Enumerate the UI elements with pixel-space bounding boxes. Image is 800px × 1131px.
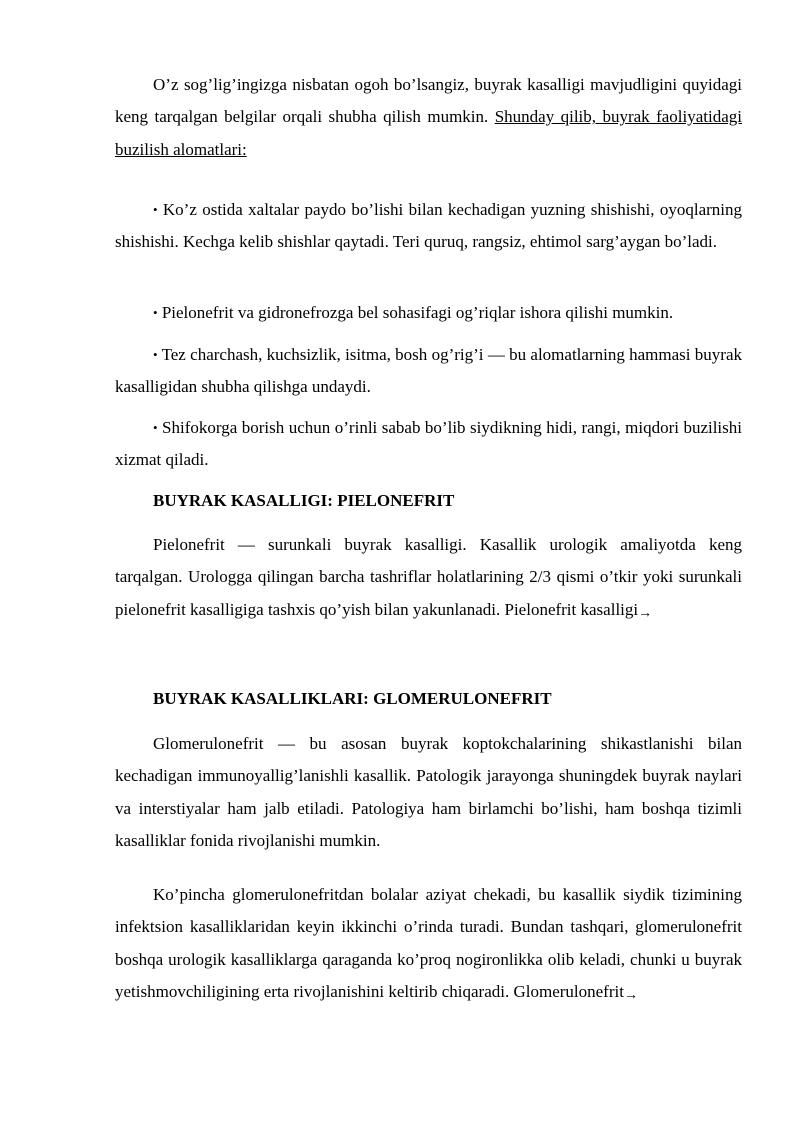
read-more-arrow-icon[interactable]: → bbox=[638, 605, 653, 621]
pielonefrit-text: Pielonefrit — surunkali buyrak kasalligi. Kasallik urologik amaliyotda keng tarqalgan. Urologga qilingan barcha tashriflar holatlarining 2/3 qismi o’tkir yoki surunkali pielonefrit kasalligiga tashxis qo’yish bilan yakunlanadi. Pielonefrit kasalligi bbox=[115, 535, 742, 619]
glomerulonefrit-text-1: Glomerulonefrit — bu asosan buyrak koptokchalarining shikastlanishi bilan kechadigan immunoyallig’lanishli kasallik. Patologik jarayonga shuningdek buyrak naylari va interstiyalar ham jalb etiladi. Patologiya ham birlamchi bo’lishi, ham boshqa tizimli kasalliklar fonida rivojlanishi mumkin. bbox=[115, 734, 742, 851]
bullet-item-4 bbox=[115, 412, 742, 477]
intro-text: O’z sog’lig’ingizga nisbatan ogoh bo’lsangiz, buyrak kasalligi mavjudligini quyidagi keng tarqalgan belgilar orqali shubha qilish mumkin. bbox=[115, 75, 742, 127]
bullet-item-1 bbox=[115, 194, 742, 259]
pielonefrit-paragraph bbox=[115, 529, 742, 630]
bullet-text: Ko’z ostida xaltalar paydo bo’lishi bilan kechadigan yuzning shishishi, oyoqlarning shishishi. Kechga kelib shishlar qaytadi. Teri quruq, rangsiz, ehtimol sarg’aygan bo’ladi. bbox=[115, 200, 743, 252]
bullet-icon: • bbox=[153, 347, 158, 362]
glomerulonefrit-paragraph-1 bbox=[115, 728, 742, 858]
glomerulonefrit-text-2: Ko’pincha glomerulonefritdan bolalar aziyat chekadi, bu kasallik siydik tizimining infektsion kasalliklaridan keyin ikkinchi o’rinda turadi. Bundan tashqari, glomerulonefrit boshqa urologik kasalliklarga qaraganda ko’proq nogironlikka olib keladi, chunki u buyrak yetishmovchiligining erta rivojlanishini keltirib chiqaradi. Glomerulonefrit bbox=[115, 885, 742, 1002]
bullet-icon: • bbox=[153, 202, 158, 217]
bullet-text: Pielonefrit va gidronefrozga bel sohasifagi og’riqlar ishora qilishi mumkin. bbox=[161, 303, 674, 322]
intro-underlined-text: Shunday qilib, buyrak faoliyatidagi buzilish alomatlari: bbox=[115, 107, 742, 159]
bullet-icon: • bbox=[153, 420, 158, 435]
intro-paragraph bbox=[115, 69, 742, 166]
read-more-arrow-icon[interactable]: → bbox=[623, 988, 638, 1004]
bullet-text: Shifokorga borish uchun o’rinli sabab bo’lib siydikning hidi, rangi, miqdori buzilishi xizmat qiladi. bbox=[115, 418, 742, 470]
bullet-item-2 bbox=[115, 297, 742, 329]
section-heading-glomerulonefrit: BUYRAK KASALLIKLARI: GLOMERULONEFRIT bbox=[153, 689, 552, 708]
bullet-text: Tez charchash, kuchsizlik, isitma, bosh og’rig’i — bu alomatlarning hammasi buyrak kasalligidan shubha qilishga undaydi. bbox=[115, 345, 742, 397]
bullet-item-3 bbox=[115, 339, 742, 404]
section-heading-pielonefrit: BUYRAK KASALLIGI: PIELONEFRIT bbox=[153, 491, 455, 510]
bullet-icon: • bbox=[153, 305, 158, 320]
glomerulonefrit-paragraph-2 bbox=[115, 879, 742, 1013]
